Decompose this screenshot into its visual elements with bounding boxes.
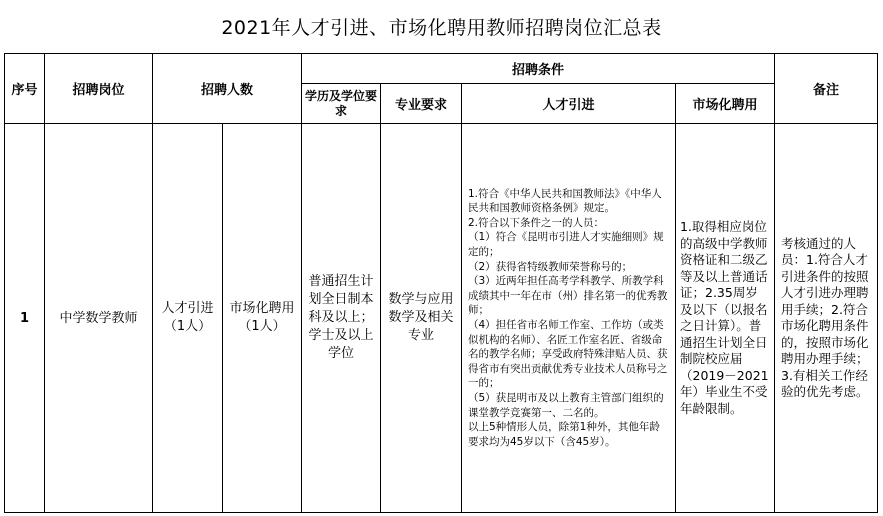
table-row	[5, 124, 878, 513]
header-major: 专业要求	[381, 84, 462, 124]
header-row-top	[5, 54, 878, 84]
talent-line: （2）获得省特级教师荣誉称号的；	[468, 260, 633, 273]
talent-line: （5）获昆明市及以上教育主管部门组织的课堂教学竞赛第一、二名的。	[468, 391, 664, 419]
header-education: 学历及学位要求	[302, 84, 381, 124]
header-talent: 人才引进	[462, 84, 676, 124]
row-major: 数学与应用数学及相关专业	[381, 124, 462, 513]
header-remark: 备注	[775, 54, 878, 124]
header-index: 序号	[5, 54, 45, 124]
talent-line: （4）担任省市名师工作室、工作坊（或类似机构的名师）、名匠工作室名匠、省级命名的教学名师；享受政府特殊津贴人员、获得省市有突出贡献优秀专业技术人员称号之一的；	[468, 319, 668, 390]
talent-line: （1）符合《昆明市引进人才实施细则》规定的；	[468, 231, 664, 259]
header-position: 招聘岗位	[45, 54, 153, 124]
row-position: 中学数学教师	[45, 124, 153, 513]
header-conditions: 招聘条件	[302, 54, 775, 84]
row-count-talent: 人才引进（1人）	[153, 124, 223, 513]
talent-line: （3）近两年担任高考学科教学、所教学科成绩其中一年在市（州）排名第一的优秀教师；	[468, 275, 668, 317]
row-education: 普通招生计划全日制本科及以上；学士及以上学位	[302, 124, 381, 513]
row-talent-conditions	[462, 124, 676, 513]
row-market-conditions: 1.取得相应岗位的高级中学教师资格证和二级乙等及以上普通话证；2.35周岁及以下（以报名之日计算）。普通招生计划全日制院校应届（2019－2021年）毕业生不受年龄限制。	[676, 124, 775, 513]
talent-line: 以上5种情形人员，除第1种外，其他年龄要求均为45岁以下（含45岁）。	[468, 421, 660, 448]
talent-line: 1.符合《中华人民共和国教师法》《中华人民共和国教师资格条例》规定。	[468, 187, 662, 215]
row-count-market: 市场化聘用（1人）	[223, 124, 302, 513]
recruitment-table	[4, 53, 878, 513]
row-index: 1	[5, 124, 45, 513]
talent-line: 2.符合以下条件之一的人员：	[468, 216, 605, 229]
document-title: 2021年人才引进、市场化聘用教师招聘岗位汇总表	[221, 16, 662, 39]
header-market: 市场化聘用	[676, 84, 775, 124]
row-remark: 考核通过的人员：1.符合人才引进条件的按照人才引进办理聘用手续；2.符合市场化聘用条件的，按照市场化聘用办理手续；3.有相关工作经验的优先考虑。	[775, 124, 878, 513]
header-count: 招聘人数	[153, 54, 302, 124]
